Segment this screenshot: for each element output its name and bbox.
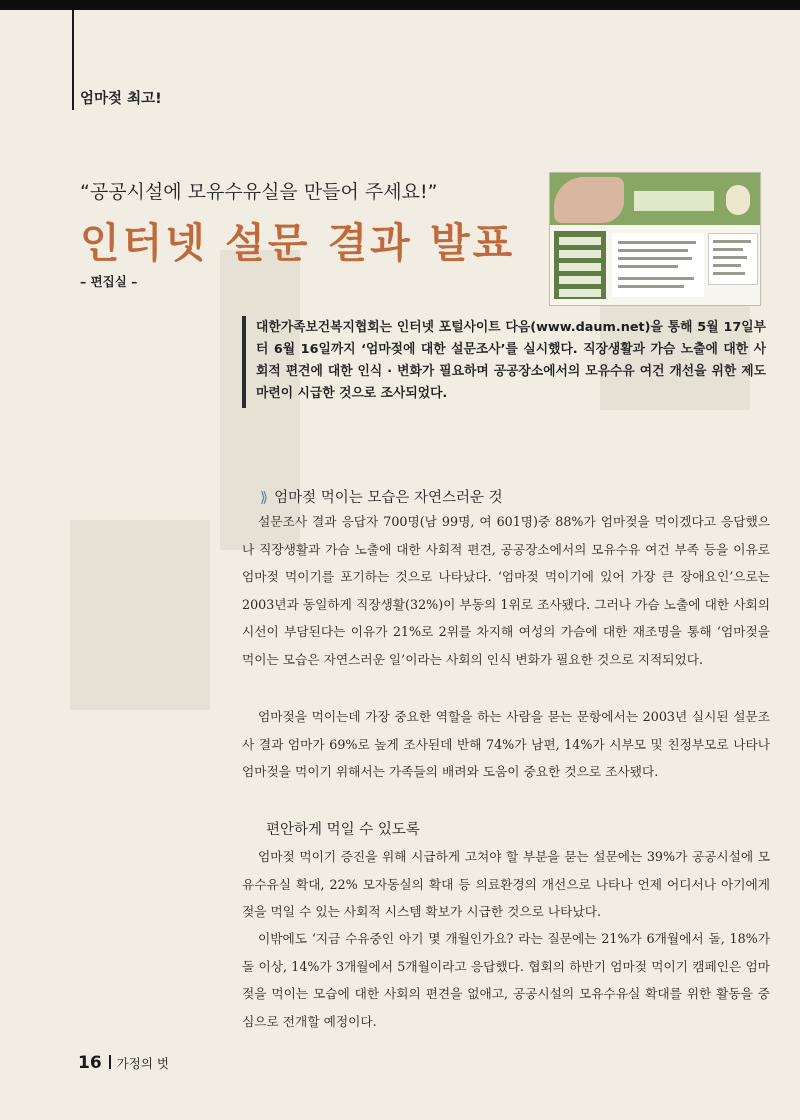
body-paragraph: 엄마젖 먹이기 증진을 위해 시급하게 고쳐야 할 부분을 묻는 설문에는 39%가 공공시설에 모유수유실 확대, 22% 모자동실의 확대 등 의료환경의 개선으로 나타나 언제 어디서나 아기에게 젖을 먹일 수 있는 사회적 시스템 확보가 시급한 것으로 나타났다. <box>242 849 770 919</box>
article-subtitle: “공공시설에 모유수유실을 만들어 주세요!” <box>80 181 438 203</box>
body-paragraph: 이밖에도 ‘지금 수유중인 아기 몇 개월인가요? 라는 질문에는 21%가 6개월에서 돌, 18%가 돌 이상, 14%가 3개월에서 5개월이라고 응답했다. 협회의 하반기 엄마젖 먹이기 캠페인은 엄마젖을 먹이는 모습에 대한 사회의 편견을 없애고, 공공시설의 모유수유실 확대를 위한 활동을 중심으로 전개할 예정이다. <box>242 931 770 1029</box>
thumbnail-poll <box>708 233 758 285</box>
section-heading <box>260 818 420 839</box>
thumbnail-body <box>612 233 704 297</box>
website-screenshot-image <box>549 172 761 306</box>
header-rule <box>72 10 74 110</box>
page-footer <box>78 1053 169 1073</box>
thumbnail-title-box <box>634 191 714 211</box>
section-heading <box>260 486 503 507</box>
byline: – 편집실 – <box>80 274 138 289</box>
intro-rule <box>242 316 246 408</box>
bleed-through <box>70 520 210 710</box>
body-paragraph: 엄마젖을 먹이는데 가장 중요한 역할을 하는 사람을 묻는 문항에서는 2003년 실시된 설문조사 결과 엄마가 69%로 높게 조사된데 반해 74%가 남편, 14%가 시부모 및 친정부모로 나타나 엄마젖을 먹이기 위해서는 가족들의 배려와 도움이 중요한 것으로 조사됐다. <box>242 709 770 779</box>
chevron-icon: ⟫ <box>260 490 269 506</box>
top-border <box>0 0 800 10</box>
magazine-name: 가정의 벗 <box>116 1056 169 1071</box>
article-title: 인터넷 설문 결과 발표 <box>80 219 516 267</box>
page-number: 16 <box>78 1053 102 1073</box>
footer-divider <box>109 1055 111 1069</box>
section-heading-text: 엄마젖 먹이는 모습은 자연스러운 것 <box>274 490 503 506</box>
section-heading-text: 편안하게 먹일 수 있도록 <box>266 822 420 838</box>
baby-photo <box>554 177 624 223</box>
thumbnail-nav <box>554 231 606 299</box>
intro-paragraph: 대한가족보건복지협회는 인터넷 포털사이트 다음(www.daum.net)을 통해 5월 17일부터 6월 16일까지 ‘엄마젖에 대한 설문조사’를 실시했다. 직장생활과 가슴 노출에 대한 사회적 편견에 대한 인식 · 변화가 필요하며 공공장소에서의 모유수유 여건 개선을 위한 제도 마련이 시급한 것으로 조사되었다. <box>256 320 766 401</box>
body-paragraph: 설문조사 결과 응답자 700명(남 99명, 여 601명)중 88%가 엄마젖을 먹이겠다고 응답했으나 직장생활과 가슴 노출에 대한 사회적 편견, 공공장소에서의 모유수유 여건 부족 등을 이유로 엄마젖 먹이기를 포기하는 것으로 나타났다. ‘엄마젖 먹이기에 있어 가장 큰 장애요인’으로는 2003년과 동일하게 직장생활(32%)이 부동의 1위로 조사됐다. 그러나 가슴 노출에 대한 사회의 시선이 부담된다는 이유가 21%로 2위를 차지해 여성의 가슴에 대한 재조명을 통해 ‘엄마젖을 먹이는 모습은 자연스러운 일’이라는 사회의 인식 변화가 필요한 것으로 지적되었다. <box>242 514 770 667</box>
section-label: 엄마젖 최고! <box>80 91 162 107</box>
cartoon-character <box>726 185 750 215</box>
